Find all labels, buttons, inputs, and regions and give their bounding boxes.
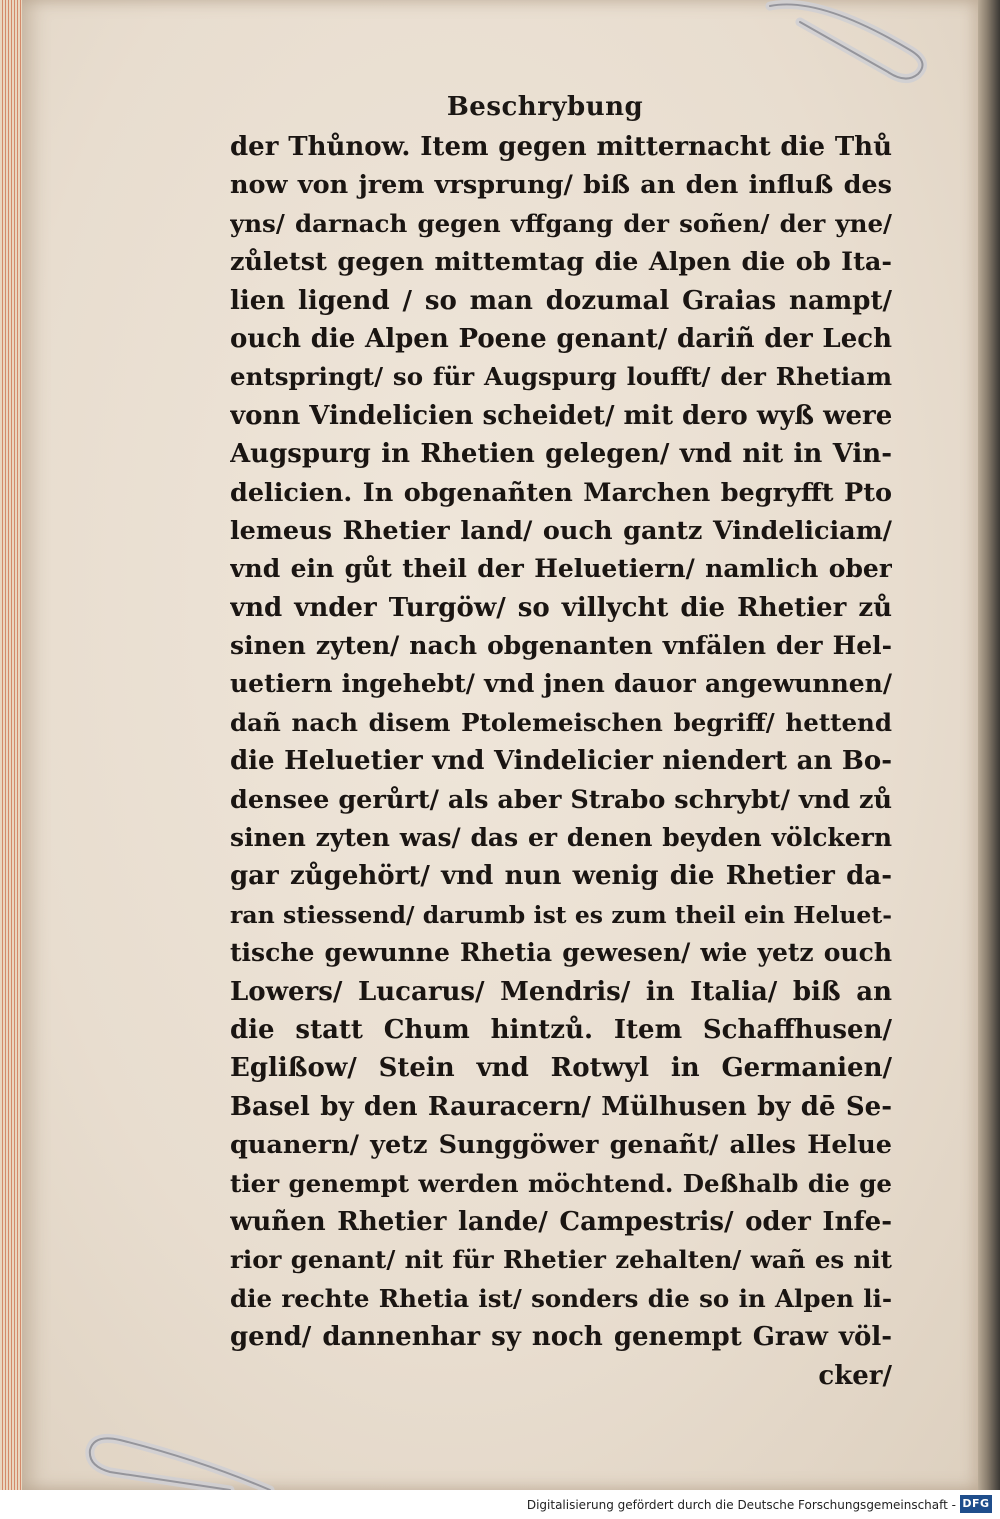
text-line: quanern/ yetz Sunggöwer genañt/ alles Helue [230,1130,892,1161]
text-line: tische gewunne Rhetia gewesen/ wie yetz ouch [230,938,892,968]
text-line: delicien. In obgenañten Marchen begryfft Pto [230,477,892,508]
book-page [22,0,978,1490]
text-line: tier genempt werden möchtend. Deßhalb die ge [230,1168,892,1198]
text-line: Lowers/ Lucarus/ Mendris/ in Italia/ biß an [230,976,892,1007]
text-line: ran stiessend/ darumb ist es zum theil ein Heluet- [230,900,892,929]
text-line: die statt Chum hintzů. Item Schaffhusen/ [230,1014,892,1045]
text-line: vnd ein gůt theil der Heluetiern/ namlich ober [230,554,892,584]
top-clip-icon [760,0,940,90]
text-line: wuñen Rhetier lande/ Campestris/ oder Infe- [230,1206,892,1237]
text-line: now von jrem vrsprung/ biß an den influß des [230,170,892,201]
bottom-clip-icon [80,1420,280,1492]
text-line: Basel by den Rauracern/ Mülhusen by dē Se- [230,1091,892,1122]
text-line: gar zůgehört/ vnd nun wenig die Rhetier da- [230,861,892,892]
text-line: lien ligend / so man dozumal Graias nampt/ [230,285,892,316]
book-edge-right [978,0,1000,1490]
catchword: cker/ [818,1360,892,1391]
text-line: sinen zyten/ nach obgenanten vnfälen der Hel- [230,631,892,661]
text-line: rior genant/ nit für Rhetier zehalten/ wañ es nit [230,1245,892,1275]
text-line: der Thůnow. Item gegen mitternacht die Thů [230,132,892,162]
text-block [230,128,892,1395]
page-header: Beschrybung [446,92,644,122]
text-line: zůletst gegen mittemtag die Alpen die ob Ita- [230,247,892,278]
text-line: sinen zyten was/ das er denen beyden völckern [230,823,892,853]
dfg-logo: DFG [960,1495,992,1513]
text-line: vonn Vindelicien scheidet/ mit dero wyß were [230,400,892,431]
text-line: ouch die Alpen Poene genant/ dariñ der Lech [230,323,892,354]
text-line: yns/ darnach gegen vffgang der soñen/ der yne/ [230,208,892,238]
text-line: die Heluetier vnd Vindelicier niendert an Bo- [230,746,892,777]
book-edge-left [0,0,22,1490]
text-line: dañ nach disem Ptolemeischen begriff/ hettend [230,707,892,737]
funding-credit: Digitalisierung gefördert durch die Deutsche Forschungsgemeinschaft - [526,1498,956,1512]
text-line: entspringt/ so für Augspurg loufft/ der Rhetiam [230,362,892,392]
text-line: Eglißow/ Stein vnd Rotwyl in Germanien/ [230,1053,892,1084]
text-line: densee gerůrt/ als aber Strabo schrybt/ vnd zů [230,784,892,815]
text-line: vnd vnder Turgöw/ so villycht die Rhetier zů [230,592,892,623]
text-line: die rechte Rhetia ist/ sonders die so in Alpen li- [230,1283,892,1313]
text-line: lemeus Rhetier land/ ouch gantz Vindeliciam/ [230,515,892,546]
text-line: uetiern ingehebt/ vnd jnen dauor angewunnen/ [230,669,892,699]
text-line: Augspurg in Rhetien gelegen/ vnd nit in Vin- [230,439,892,470]
text-line: gend/ dannenhar sy noch genempt Graw völ- [230,1322,892,1353]
